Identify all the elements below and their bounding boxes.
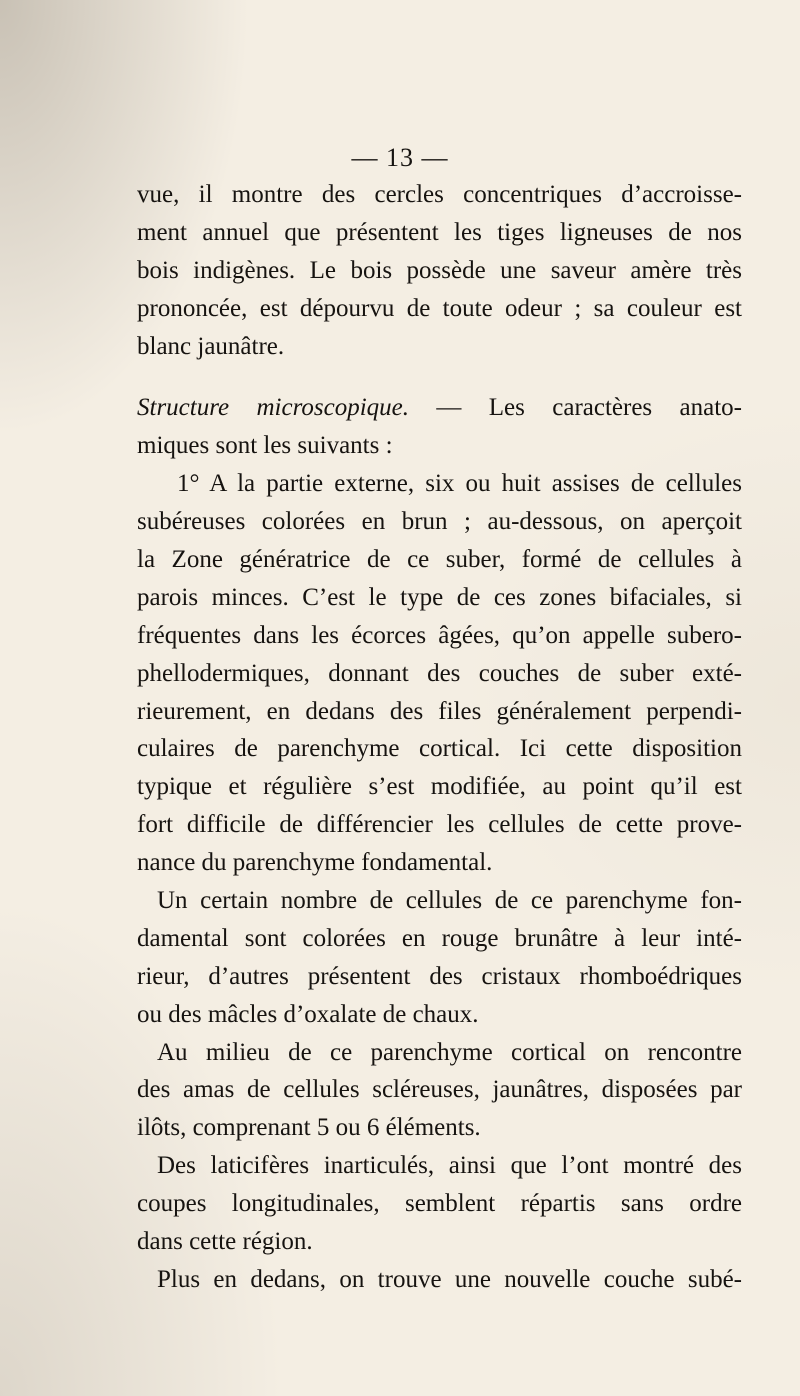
text-line: rieurement, en dedans des files généralement perpendi- [137,697,742,725]
paragraph [137,1034,742,1148]
text-line: coupes longitudinales, semblent répartis sans ordre [137,1190,742,1218]
text-line: ou des mâcles d’oxalate de chaux. [137,1000,479,1028]
paragraph [137,882,742,1034]
text-line [137,389,742,427]
text-line: subéreuses colorées en brun ; au-dessous, on aperçoit [137,508,742,536]
text-line: miques sont les suivants : [137,432,393,460]
paragraph [137,465,742,882]
text-line: phellodermiques, donnant des couches de suber exté- [137,659,742,687]
text-line: typique et régulière s’est modifiée, au point qu’il est [137,773,742,801]
paragraph [137,1261,742,1299]
text-line: fort difficile de différencier les cellules de cette prove- [137,811,742,839]
text-line: Au milieu de ce parenchyme cortical on rencontre [157,1038,742,1066]
paragraph [137,176,742,365]
text-line: nance du parenchyme fondamental. [137,849,493,877]
paragraph [137,1147,742,1261]
text-line: bois indigènes. Le bois possède une saveur amère très [137,256,742,284]
section-heading-rest: — Les caractères anato- [409,394,742,422]
text-line: des amas de cellules scléreuses, jaunâtres, disposées par [137,1076,742,1104]
body-text [137,176,742,1299]
text-line: la Zone génératrice de ce suber, formé de cellules à [137,546,742,574]
text-line: blanc jaunâtre. [137,332,285,360]
text-line: 1° A la partie externe, six ou huit assises de cellules [177,470,742,498]
text-line: fréquentes dans les écorces âgées, qu’on appelle subero- [137,621,742,649]
text-line: Plus en dedans, on trouve une nouvelle couche subé- [157,1265,742,1293]
text-line: rieur, d’autres présentent des cristaux rhomboédriques [137,962,742,990]
text-line: culaires de parenchyme cortical. Ici cette disposition [137,735,742,763]
text-line: ment annuel que présentent les tiges ligneuses de nos [137,218,742,246]
text-line: vue, il montre des cercles concentriques d’accroisse- [137,181,742,208]
text-line: Un certain nombre de cellules de ce parenchyme fon- [157,887,742,915]
text-line: ilôts, comprenant 5 ou 6 éléments. [137,1114,481,1142]
section-heading: Structure microscopique. [137,394,410,422]
text-line: prononcée, est dépourvu de toute odeur ; sa couleur est [137,294,742,322]
text-line: Des laticifères inarticulés, ainsi que l’ont montré des [157,1152,742,1180]
paragraph-gap [137,365,742,389]
text-line: damental sont colorées en rouge brunâtre à leur inté- [137,924,742,952]
text-line: parois minces. C’est le type de ces zones bifaciales, si [137,583,742,611]
paragraph [137,389,742,465]
text-line: dans cette région. [137,1228,313,1256]
page-number: — 13 — [351,143,449,172]
